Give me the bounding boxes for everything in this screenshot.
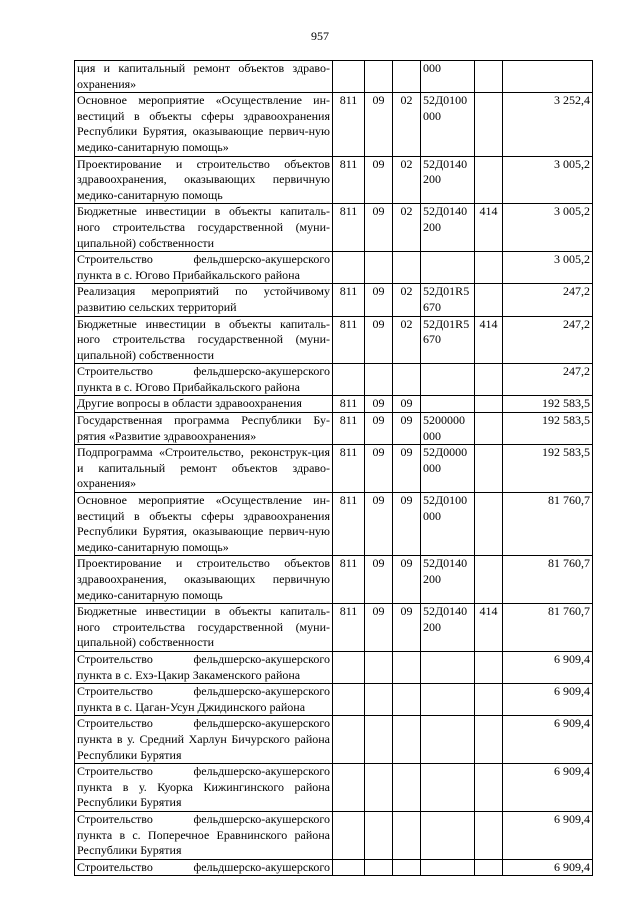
expense-type-cell (475, 651, 503, 683)
subsection-code-cell (393, 716, 421, 764)
section-code-cell (365, 252, 393, 284)
ved-code-cell: 811 (333, 413, 365, 445)
target-article-cell: 52Д01R5 670 (421, 316, 475, 364)
subsection-code-cell (393, 811, 421, 859)
amount-cell: 6 909,4 (503, 684, 593, 716)
subsection-code-cell (393, 684, 421, 716)
amount-cell: 3 005,2 (503, 156, 593, 204)
expense-type-cell (475, 156, 503, 204)
table-row (75, 764, 593, 812)
ved-code-cell: 811 (333, 204, 365, 252)
budget-table (74, 60, 593, 876)
target-article-cell: 5200000 000 (421, 413, 475, 445)
subsection-code-cell (393, 764, 421, 812)
table-row (75, 156, 593, 204)
subsection-code-cell (393, 651, 421, 683)
subsection-code-cell: 09 (393, 604, 421, 652)
ved-code-cell: 811 (333, 445, 365, 493)
ved-code-cell (333, 252, 365, 284)
amount-cell: 3 252,4 (503, 93, 593, 156)
expense-type-cell (475, 61, 503, 93)
amount-cell: 81 760,7 (503, 604, 593, 652)
expense-type-cell (475, 252, 503, 284)
ved-code-cell: 811 (333, 316, 365, 364)
amount-cell: 6 909,4 (503, 651, 593, 683)
section-code-cell (365, 651, 393, 683)
subsection-code-cell: 02 (393, 93, 421, 156)
target-article-cell: 52Д01R5 670 (421, 284, 475, 316)
section-code-cell: 09 (365, 556, 393, 604)
expense-type-cell (475, 556, 503, 604)
section-code-cell (365, 364, 393, 396)
target-article-cell (421, 684, 475, 716)
ved-code-cell (333, 684, 365, 716)
ved-code-cell (333, 716, 365, 764)
expense-type-cell (475, 396, 503, 413)
expense-type-cell (475, 764, 503, 812)
section-code-cell: 09 (365, 413, 393, 445)
row-name-cell: Строительство фельдшерско-акушерского пункта в с. Югово Прибайкальского района (75, 252, 333, 284)
table-row (75, 493, 593, 556)
section-code-cell: 09 (365, 204, 393, 252)
target-article-cell (421, 396, 475, 413)
amount-cell: 81 760,7 (503, 493, 593, 556)
subsection-code-cell: 02 (393, 204, 421, 252)
target-article-cell: 52Д0140 200 (421, 604, 475, 652)
subsection-code-cell (393, 364, 421, 396)
expense-type-cell: 414 (475, 316, 503, 364)
amount-cell: 6 909,4 (503, 764, 593, 812)
expense-type-cell (475, 684, 503, 716)
section-code-cell: 09 (365, 445, 393, 493)
ved-code-cell (333, 364, 365, 396)
ved-code-cell: 811 (333, 284, 365, 316)
subsection-code-cell (393, 61, 421, 93)
table-row (75, 716, 593, 764)
table-row (75, 556, 593, 604)
section-code-cell: 09 (365, 396, 393, 413)
amount-cell: 247,2 (503, 364, 593, 396)
amount-cell: 247,2 (503, 316, 593, 364)
expense-type-cell: 414 (475, 204, 503, 252)
expense-type-cell (475, 445, 503, 493)
section-code-cell (365, 684, 393, 716)
amount-cell: 6 909,4 (503, 811, 593, 859)
page-number: 957 (311, 29, 329, 43)
subsection-code-cell (393, 252, 421, 284)
amount-cell: 247,2 (503, 284, 593, 316)
expense-type-cell (475, 859, 503, 876)
table-row (75, 284, 593, 316)
subsection-code-cell: 09 (393, 396, 421, 413)
target-article-cell: 000 (421, 61, 475, 93)
amount-cell: 3 005,2 (503, 204, 593, 252)
row-name-cell: Государственная программа Республики Бу-рятия «Развитие здравоохранения» (75, 413, 333, 445)
table-row (75, 364, 593, 396)
table-row (75, 684, 593, 716)
target-article-cell (421, 651, 475, 683)
amount-cell: 81 760,7 (503, 556, 593, 604)
row-name-cell: Строительство фельдшерско-акушерского пункта в с. Поперечное Еравнинского района Республики Бурятия (75, 811, 333, 859)
subsection-code-cell: 09 (393, 493, 421, 556)
table-row (75, 252, 593, 284)
table-row (75, 204, 593, 252)
expense-type-cell: 414 (475, 604, 503, 652)
table-row (75, 651, 593, 683)
section-code-cell (365, 764, 393, 812)
target-article-cell: 52Д0100 000 (421, 93, 475, 156)
target-article-cell (421, 811, 475, 859)
ved-code-cell: 811 (333, 93, 365, 156)
ved-code-cell (333, 811, 365, 859)
section-code-cell: 09 (365, 604, 393, 652)
subsection-code-cell: 09 (393, 413, 421, 445)
target-article-cell: 52Д0140 200 (421, 556, 475, 604)
target-article-cell (421, 252, 475, 284)
ved-code-cell (333, 859, 365, 876)
ved-code-cell: 811 (333, 604, 365, 652)
section-code-cell (365, 811, 393, 859)
target-article-cell (421, 716, 475, 764)
amount-cell: 3 005,2 (503, 252, 593, 284)
table-row (75, 93, 593, 156)
target-article-cell: 52Д0000 000 (421, 445, 475, 493)
table-row (75, 859, 593, 876)
ved-code-cell (333, 651, 365, 683)
table-row (75, 445, 593, 493)
subsection-code-cell: 02 (393, 156, 421, 204)
table-body (75, 61, 593, 876)
target-article-cell (421, 364, 475, 396)
ved-code-cell: 811 (333, 156, 365, 204)
ved-code-cell (333, 61, 365, 93)
row-name-cell: Другие вопросы в области здравоохранения (75, 396, 333, 413)
subsection-code-cell: 02 (393, 284, 421, 316)
row-name-cell: Бюджетные инвестиции в объекты капиталь-ного строительства государственной (муни-ципальной) собственности (75, 604, 333, 652)
row-name-cell: ция и капитальный ремонт объектов здраво-охранения» (75, 61, 333, 93)
expense-type-cell (475, 284, 503, 316)
row-name-cell: Подпрограмма «Строительство, реконструк-ция и капитальный ремонт объектов здраво-охранения» (75, 445, 333, 493)
target-article-cell: 52Д0140 200 (421, 204, 475, 252)
subsection-code-cell: 09 (393, 556, 421, 604)
amount-cell: 192 583,5 (503, 413, 593, 445)
section-code-cell: 09 (365, 156, 393, 204)
expense-type-cell (475, 811, 503, 859)
section-code-cell (365, 716, 393, 764)
expense-type-cell (475, 493, 503, 556)
ved-code-cell: 811 (333, 493, 365, 556)
row-name-cell: Строительство фельдшерско-акушерского пункта в с. Цаган-Усун Джидинского района (75, 684, 333, 716)
ved-code-cell: 811 (333, 556, 365, 604)
subsection-code-cell: 02 (393, 316, 421, 364)
row-name-cell: Строительство фельдшерско-акушерского пункта в с. Ехэ-Цакир Закаменского района (75, 651, 333, 683)
amount-cell: 192 583,5 (503, 396, 593, 413)
target-article-cell: 52Д0100 000 (421, 493, 475, 556)
amount-cell (503, 61, 593, 93)
target-article-cell: 52Д0140 200 (421, 156, 475, 204)
row-name-cell: Бюджетные инвестиции в объекты капиталь-ного строительства государственной (муни-ципальной) собственности (75, 204, 333, 252)
row-name-cell: Строительство фельдшерско-акушерского пункта в у. Куорка Кижингинского района Республики Бурятия (75, 764, 333, 812)
section-code-cell: 09 (365, 93, 393, 156)
expense-type-cell (475, 93, 503, 156)
amount-cell: 6 909,4 (503, 859, 593, 876)
ved-code-cell (333, 764, 365, 812)
row-name-cell: Проектирование и строительство объектов здравоохранения, оказывающих первичную медико-санитарную помощь (75, 156, 333, 204)
row-name-cell: Строительство фельдшерско-акушерского пункта в с. Югово Прибайкальского района (75, 364, 333, 396)
table-row (75, 604, 593, 652)
subsection-code-cell (393, 859, 421, 876)
row-name-cell: Реализация мероприятий по устойчивому развитию сельских территорий (75, 284, 333, 316)
section-code-cell: 09 (365, 284, 393, 316)
amount-cell: 192 583,5 (503, 445, 593, 493)
row-name-cell: Бюджетные инвестиции в объекты капиталь-ного строительства государственной (муни-ципальной) собственности (75, 316, 333, 364)
table-row (75, 61, 593, 93)
target-article-cell (421, 764, 475, 812)
target-article-cell (421, 859, 475, 876)
section-code-cell: 09 (365, 493, 393, 556)
section-code-cell (365, 61, 393, 93)
row-name-cell: Проектирование и строительство объектов здравоохранения, оказывающих первичную медико-санитарную помощь (75, 556, 333, 604)
section-code-cell: 09 (365, 316, 393, 364)
expense-type-cell (475, 364, 503, 396)
row-name-cell: Строительство фельдшерско-акушерского (75, 859, 333, 876)
row-name-cell: Основное мероприятие «Осуществление ин-вестиций в объекты сферы здравоохранения Республики Бурятия, оказывающие первич-ную медико-санитарную помощь» (75, 493, 333, 556)
table-row (75, 316, 593, 364)
section-code-cell (365, 859, 393, 876)
amount-cell: 6 909,4 (503, 716, 593, 764)
subsection-code-cell: 09 (393, 445, 421, 493)
row-name-cell: Строительство фельдшерско-акушерского пункта в у. Средний Харлун Бичурского района Республики Бурятия (75, 716, 333, 764)
expense-type-cell (475, 716, 503, 764)
table-row (75, 413, 593, 445)
table-row (75, 396, 593, 413)
row-name-cell: Основное мероприятие «Осуществление ин-вестиций в объекты сферы здравоохранения Республики Бурятия, оказывающие первич-ную медико-санитарную помощь» (75, 93, 333, 156)
table-row (75, 811, 593, 859)
expense-type-cell (475, 413, 503, 445)
ved-code-cell: 811 (333, 396, 365, 413)
